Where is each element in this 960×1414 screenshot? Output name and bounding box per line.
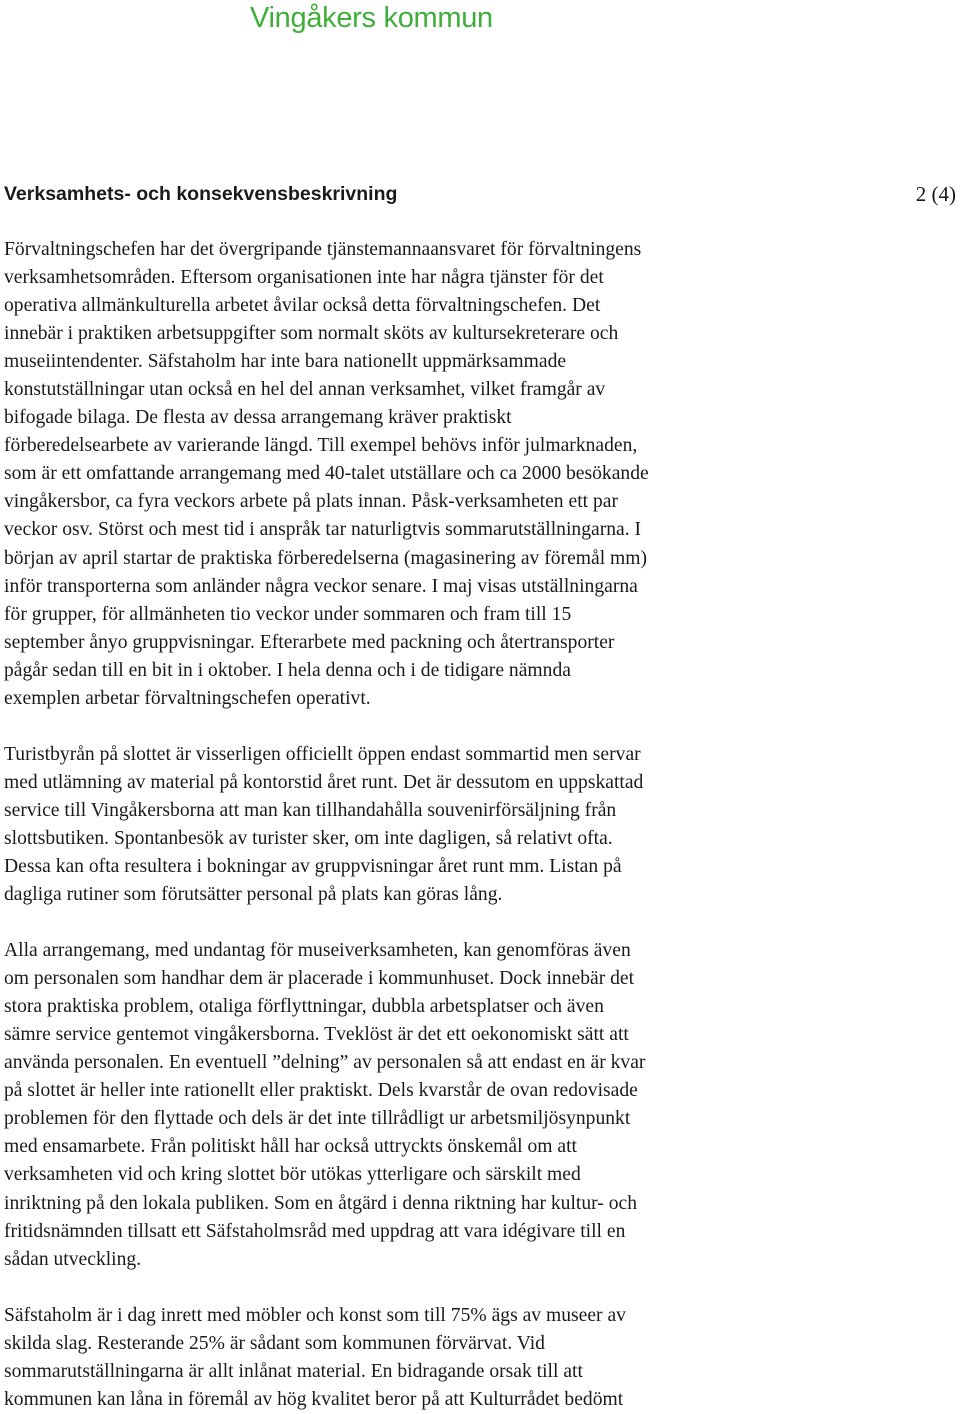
text-line: sommarutställningarna är allt inlånat material. En bidragande orsak till att [4,1360,583,1382]
text-line: pågår sedan till en bit in i oktober. I hela denna och i de tidigare nämnda [4,659,571,681]
text-line: verksamheten vid och kring slottet bör utökas ytterligare och särskilt med [4,1164,581,1186]
body-paragraph [4,741,956,909]
text-line: med utlämning av material på kontorstid året runt. Det är dessutom en uppskattad [4,771,644,793]
text-line: Förvaltningschefen har det övergripande tjänstemannaansvaret för förvaltningens [4,239,642,260]
text-line: veckor osv. Störst och mest tid i anspråk tar naturligtvis sommarutställningarna. I [4,519,642,541]
text-line: sådan utveckling. [4,1248,142,1270]
text-line: förberedelsearbete av varierande längd. Till exempel behövs inför julmarknaden, [4,435,638,457]
text-line: dagliga rutiner som förutsätter personal på plats kan göras lång. [4,884,503,906]
page-number: 2 (4) [915,182,956,206]
text-line: bifogade bilaga. De flesta av dessa arrangemang kräver praktiskt [4,407,512,429]
text-line: konstutställningar utan också en hel del annan verksamhet, vilket framgår av [4,379,606,401]
text-line: inriktning på den lokala publiken. Som en åtgärd i denna riktning har kultur- och [4,1192,637,1214]
body-paragraph [4,1302,956,1414]
text-line: fritidsnämnden tillsatt ett Säfstaholmsråd med uppdrag att vara idégivare till en [4,1220,626,1242]
text-line: inför transporterna som anländer några veckor senare. I maj visas utställningarna [4,575,638,597]
text-line: använda personalen. En eventuell ”delning” av personalen så att endast en är kvar [4,1052,646,1074]
text-line: skilda slag. Resterande 25% är sådant som kommunen förvärvat. Vid [4,1332,545,1354]
text-line: verksamhetsområden. Eftersom organisationen inte har några tjänster för det [4,267,604,289]
text-line: Säfstaholm är i dag inrett med möbler och konst som till 75% ägs av museer av [4,1304,626,1326]
text-line: början av april startar de praktiska förberedelserna (magasinering av föremål mm) [4,547,648,569]
body-paragraph [4,236,956,713]
text-line: Alla arrangemang, med undantag för museiverksamheten, kan genomföras även [4,940,631,962]
text-line: problemen för den flyttade och dels är det inte tillrådligt ur arbetsmiljösynpunkt [4,1108,631,1130]
text-line: slottsbutiken. Spontanbesök av turister sker, om inte dagligen, så relativt ofta. [4,827,613,849]
text-line: service till Vingåkersborna att man kan tillhandahålla souvenirförsäljning från [4,799,617,821]
text-line: operativa allmänkulturella arbetet åvilar också detta förvaltningschefen. Det [4,295,601,317]
text-line: om personalen som handhar dem är placerade i kommunhuset. Dock innebär det [4,968,635,990]
text-line: för grupper, för allmänheten tio veckor under sommaren och fram till 15 [4,603,572,625]
organization-name: Vingåkers kommun [250,2,493,34]
section-title: Verksamhets- och konsekvensbeskrivning [4,183,398,205]
body-text [4,236,956,1414]
body-paragraph [4,937,956,1274]
text-line: vingåkersbor, ca fyra veckors arbete på plats innan. Påsk-verksamheten ett par [4,491,618,513]
text-line: exemplen arbetar förvaltningschefen operativt. [4,687,371,709]
text-line: kommunen kan låna in föremål av hög kvalitet beror på att Kulturrådet bedömt [4,1388,624,1410]
text-line: september ånyo gruppvisningar. Efterarbete med packning och återtransporter [4,631,615,653]
text-line: innebär i praktiken arbetsuppgifter som normalt sköts av kultursekreterare och [4,323,619,345]
text-line: som är ett omfattande arrangemang med 40-talet utställare och ca 2000 besökande [4,463,649,485]
text-line: museiintendenter. Säfstaholm har inte bara nationellt uppmärksammade [4,351,567,373]
text-line: sämre service gentemot vingåkersborna. Tveklöst är det ett oekonomiskt sätt att [4,1024,629,1046]
text-line: med ensamarbete. Från politiskt håll har också uttryckts önskemål om att [4,1136,577,1158]
text-line: stora praktiska problem, otaliga förflyttningar, dubbla arbetsplatser och även [4,996,604,1018]
text-line: Dessa kan ofta resultera i bokningar av gruppvisningar året runt mm. Listan på [4,855,622,877]
text-line: på slottet är heller inte rationellt eller praktiskt. Dels kvarstår de ovan redovisade [4,1080,638,1102]
text-line: Turistbyrån på slottet är visserligen officiellt öppen endast sommartid men servar [4,743,641,765]
